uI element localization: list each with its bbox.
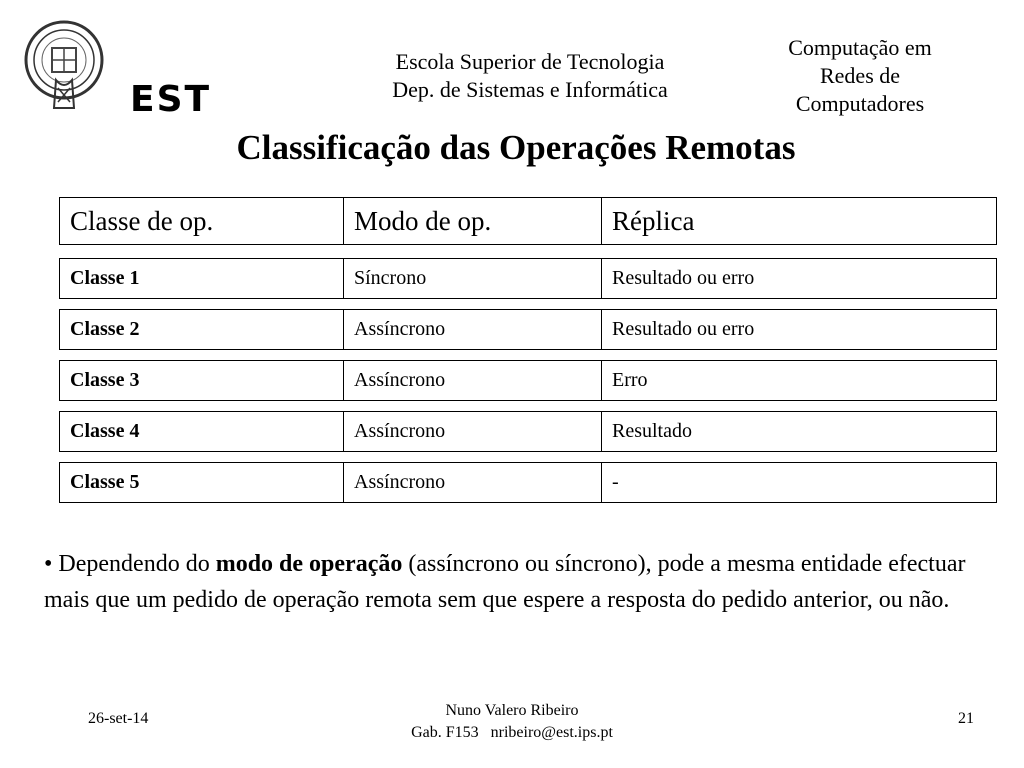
slide-title: Classificação das Operações Remotas — [236, 128, 796, 167]
row-mode: Síncrono — [344, 259, 602, 298]
table-header-row — [59, 197, 997, 245]
school-name — [330, 48, 730, 104]
footer-author: Nuno Valero Ribeiro — [445, 702, 579, 719]
school-line-2: Dep. de Sistemas e Informática — [392, 77, 668, 102]
bullet-text-after: (assíncrono ou síncrono), pode a mesma entidade efectuar mais que um pedido de operação remota sem que espere a resposta do pedido anterior, ou não. — [44, 551, 966, 613]
row-reply: Resultado ou erro — [612, 267, 755, 289]
footer-email: nribeiro@est.ips.pt — [490, 724, 613, 741]
row-class: Classe 2 — [60, 310, 344, 349]
row-mode: Assíncrono — [344, 463, 602, 502]
row-mode: Assíncrono — [344, 361, 602, 400]
seal-icon — [22, 18, 112, 118]
bullet-text-before: Dependendo do — [58, 551, 216, 577]
row-mode: Assíncrono — [344, 310, 602, 349]
row-class: Classe 5 — [60, 463, 344, 502]
logo-text: EST — [130, 79, 212, 120]
table-row — [59, 360, 997, 401]
row-reply: Erro — [612, 369, 648, 391]
table-row — [59, 411, 997, 452]
footer-office: Gab. F153 — [411, 724, 479, 741]
header-reply: Réplica — [612, 205, 695, 236]
footer-date: 26-set-14 — [88, 710, 149, 727]
row-class: Classe 1 — [60, 259, 344, 298]
row-reply: Resultado ou erro — [612, 318, 755, 340]
course-line-1: Computação em — [788, 35, 932, 60]
bullet-text-bold: modo de operação — [215, 551, 403, 577]
course-name — [760, 34, 960, 118]
row-reply: Resultado — [612, 420, 692, 442]
row-reply: - — [612, 471, 619, 493]
table-row — [59, 258, 997, 299]
row-mode: Assíncrono — [344, 412, 602, 451]
row-class: Classe 4 — [60, 412, 344, 451]
bullet-marker: • — [44, 551, 53, 577]
page-number: 21 — [958, 710, 974, 727]
school-line-1: Escola Superior de Tecnologia — [395, 49, 665, 74]
footer-author-info — [362, 700, 662, 744]
course-line-3: Computadores — [795, 91, 925, 116]
institution-logo — [22, 18, 212, 118]
header-mode: Modo de op. — [344, 198, 602, 244]
row-class: Classe 3 — [60, 361, 344, 400]
header-class: Classe de op. — [60, 198, 344, 244]
course-line-2: Redes de — [819, 63, 901, 88]
table-row — [59, 309, 997, 350]
table-row — [59, 462, 997, 503]
bullet-paragraph — [44, 546, 994, 618]
